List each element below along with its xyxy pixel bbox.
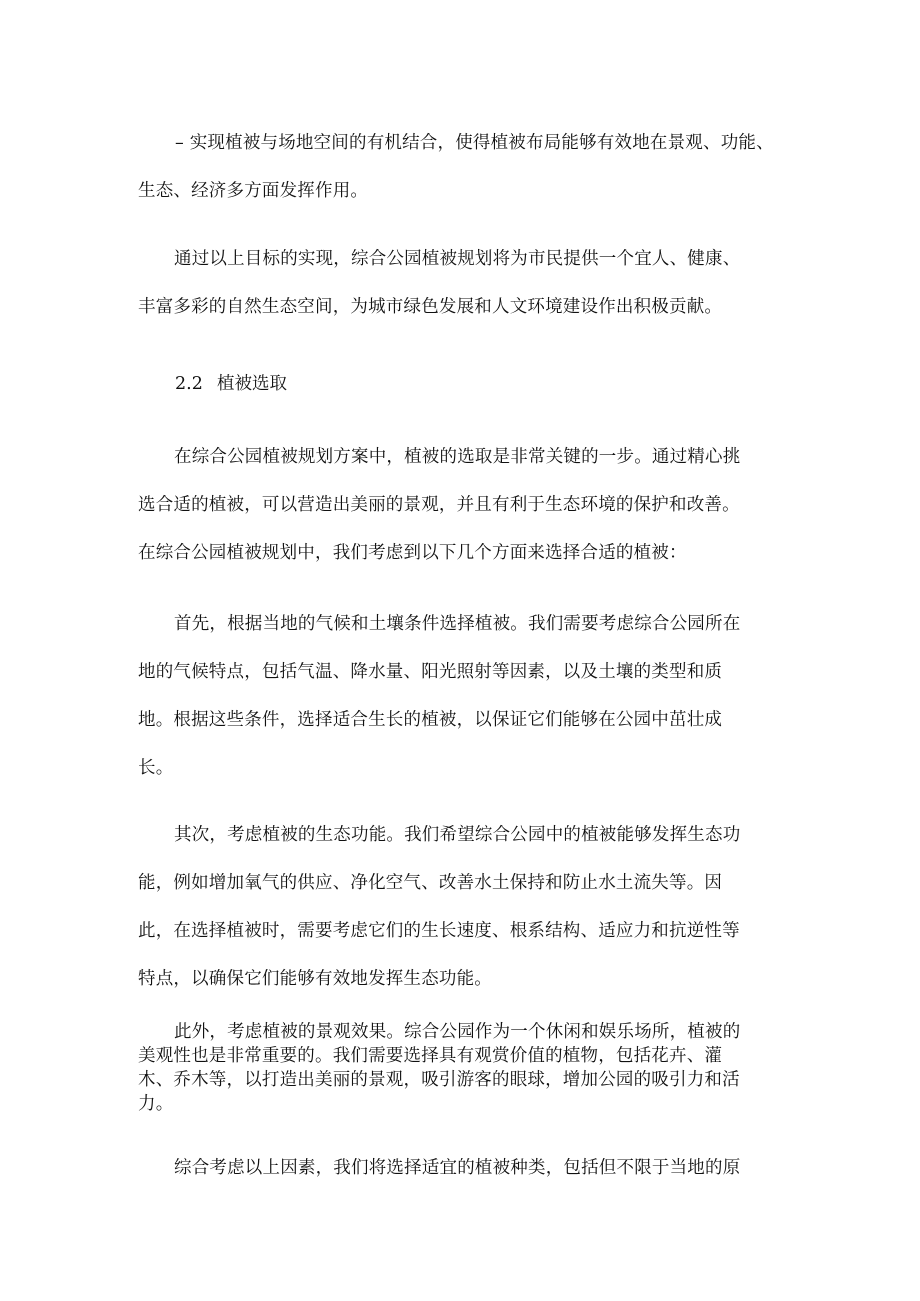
- text-line: 在综合公园植被规划方案中，植被的选取是非常关键的一步。通过精心挑: [174, 447, 741, 467]
- paragraph-third: [138, 1020, 778, 1116]
- section-number: 2.2: [175, 374, 203, 394]
- text-line: 生态、经济多方面发挥作用。: [138, 181, 369, 201]
- text-line: 其次，考虑植被的生态功能。我们希望综合公园中的植被能够发挥生态功: [174, 825, 741, 845]
- paragraph-second: [138, 811, 778, 1003]
- text-line: – 实现植被与场地空间的有机结合，使得植被布局能够有效地在景观、功能、: [175, 133, 774, 153]
- text-line: 通过以上目标的实现，综合公园植被规划将为市民提供一个宜人、健康、: [174, 249, 741, 269]
- paragraph-first: [138, 600, 778, 792]
- paragraph-summary: [138, 235, 778, 331]
- text-line: 首先，根据当地的气候和土壤条件选择植被。我们需要考虑综合公园所在: [174, 614, 741, 634]
- text-line: 长。: [138, 758, 174, 778]
- text-line: 美观性也是非常重要的。我们需要选择具有观赏价值的植物，包括花卉、灌: [138, 1046, 723, 1066]
- text-line: 此外，考虑植被的景观效果。综合公园作为一个休闲和娱乐场所，植被的: [174, 1022, 741, 1042]
- text-line: 丰富多彩的自然生态空间，为城市绿色发展和人文环境建设作出积极贡献。: [138, 297, 723, 317]
- paragraph-intro: [138, 433, 778, 577]
- text-line: 木、乔木等，以打造出美丽的景观，吸引游客的眼球，增加公园的吸引力和活: [138, 1070, 740, 1090]
- section-heading: [175, 372, 287, 396]
- text-line: 能，例如增加氧气的供应、净化空气、改善水土保持和防止水土流失等。因: [138, 873, 723, 893]
- text-line: 特点，以确保它们能够有效地发挥生态功能。: [138, 969, 492, 989]
- text-line: 综合考虑以上因素，我们将选择适宜的植被种类，包括但不限于当地的原: [174, 1158, 741, 1178]
- section-title: 植被选取: [217, 374, 287, 394]
- text-line: 地。根据这些条件，选择适合生长的植被，以保证它们能够在公园中茁壮成: [138, 710, 723, 730]
- text-line: 地的气候特点，包括气温、降水量、阳光照射等因素，以及土壤的类型和质: [138, 662, 723, 682]
- text-line: 此，在选择植被时，需要考虑它们的生长速度、根系结构、适应力和抗逆性等: [138, 921, 740, 941]
- paragraph-conclusion: [138, 1144, 778, 1192]
- text-line: 选合适的植被，可以营造出美丽的景观，并且有利于生态环境的保护和改善。: [138, 495, 740, 515]
- text-line: 在综合公园植被规划中，我们考虑到以下几个方面来选择合适的植被：: [138, 543, 687, 563]
- paragraph-goal-item: [138, 119, 778, 215]
- text-line: 力。: [138, 1094, 174, 1114]
